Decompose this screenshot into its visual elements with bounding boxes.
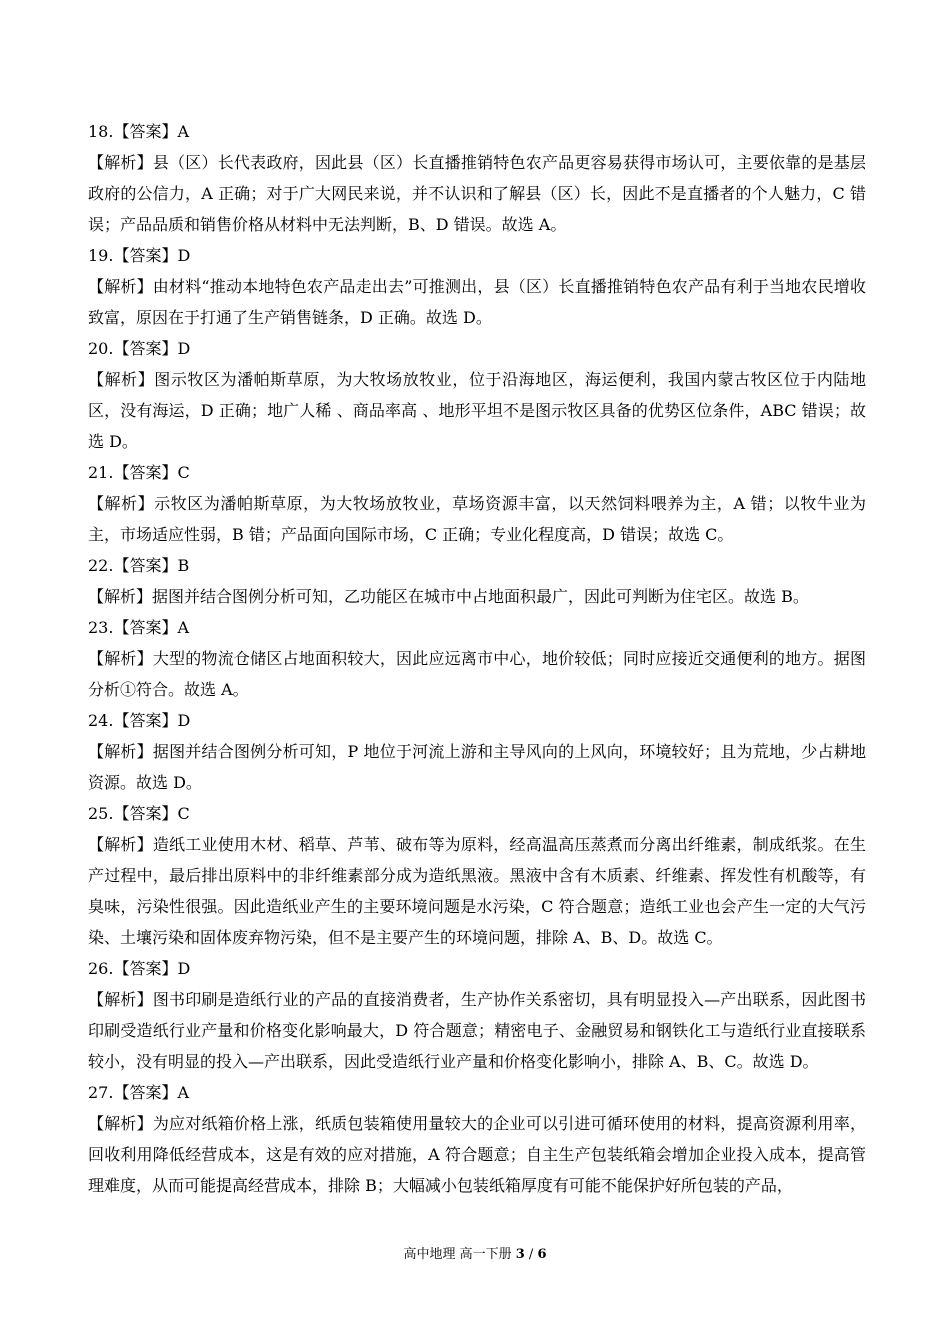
question-23-answer: 23.【答案】A bbox=[88, 618, 190, 637]
page-footer bbox=[0, 1243, 950, 1262]
question-20-analysis: 【解析】图示牧区为潘帕斯草原，为大牧场放牧业，位于沿海地区，海运便利，我国内蒙古牧区位于内陆地区，没有海运，D 正确；地广人稀 、商品率高 、地形平坦不是图示牧区具备的优势区位条件，ABC 错误；故选 D。 bbox=[88, 370, 866, 451]
question-26-analysis: 【解析】图书印刷是造纸行业的产品的直接消费者，生产协作关系密切，具有明显投入—产出联系，因此图书印刷受造纸行业产量和价格变化影响最大，D 符合题意；精密电子、金融贸易和钢铁化工与造纸行业直接联系较小，没有明显的投入—产出联系，因此受造纸行业产量和价格变化影响小，排除 A、B、C。故选 D。 bbox=[88, 990, 866, 1071]
footer-page-number: 3 bbox=[515, 1247, 525, 1262]
question-22-analysis: 【解析】据图并结合图例分析可知，乙功能区在城市中占地面积最广，因此可判断为住宅区。故选 B。 bbox=[88, 587, 809, 606]
question-20-answer: 20.【答案】D bbox=[88, 339, 191, 358]
question-23-analysis: 【解析】大型的物流仓储区占地面积较大，因此应远离市中心，地价较低；同时应接近交通便利的地方。据图分析①符合。故选 A。 bbox=[88, 649, 866, 699]
question-25-analysis: 【解析】造纸工业使用木材、稻草、芦苇、破布等为原料，经高温高压蒸煮而分离出纤维素，制成纸浆。在生产过程中，最后排出原料中的非纤维素部分成为造纸黑液。黑液中含有木质素、纤维素、挥发性有机酸等，有臭味，污染性很强。因此造纸业产生的主要环境问题是水污染，C 符合题意；造纸工业也会产生一定的大气污染、土壤污染和固体废弃物污染，但不是主要产生的环境问题，排除 A、B、D。故选 C。 bbox=[88, 835, 866, 947]
question-27-analysis: 【解析】为应对纸箱价格上涨，纸质包装箱使用量较大的企业可以引进可循环使用的材料，提高资源利用率，回收利用降低经营成本，这是有效的应对措施，A 符合题意；自主生产包装纸箱会增加企业投入成本，提高管理难度，从而可能提高经营成本，排除 B；大幅减小包装纸箱厚度有可能不能保护好所包装的产品， bbox=[88, 1114, 866, 1195]
question-18-analysis: 【解析】县（区）长代表政府，因此县（区）长直播推销特色农产品更容易获得市场认可，主要依靠的是基层政府的公信力，A 正确；对于广大网民来说，并不认识和了解县（区）长，因此不是直播者的个人魅力，C 错误；产品品质和销售价格从材料中无法判断，B、D 错误。故选 A。 bbox=[88, 153, 866, 234]
question-26-answer: 26.【答案】D bbox=[88, 959, 191, 978]
question-21-analysis: 【解析】示牧区为潘帕斯草原，为大牧场放牧业，草场资源丰富，以天然饲料喂养为主，A 错；以牧牛业为主，市场适应性弱，B 错；产品面向国际市场，C 正确；专业化程度高，D 错误；故选 C。 bbox=[88, 494, 866, 544]
question-19-analysis: 【解析】由材料“推动本地特色农产品走出去”可推测出，县（区）长直播推销特色农产品有利于当地农民增收致富，原因在于打通了生产销售链条，D 正确。故选 D。 bbox=[88, 277, 866, 327]
question-27-answer: 27.【答案】A bbox=[88, 1083, 190, 1102]
question-24-answer: 24.【答案】D bbox=[88, 711, 191, 730]
question-22-answer: 22.【答案】B bbox=[88, 556, 190, 575]
footer-separator: / bbox=[524, 1247, 538, 1262]
footer-subject: 高中地理 高一下册 bbox=[403, 1247, 516, 1262]
question-21-answer: 21.【答案】C bbox=[88, 463, 190, 482]
question-19-answer: 19.【答案】D bbox=[88, 246, 191, 265]
question-25-answer: 25.【答案】C bbox=[88, 804, 190, 823]
question-18-answer: 18.【答案】A bbox=[88, 122, 190, 141]
answer-content bbox=[88, 116, 866, 1201]
footer-page-total: 6 bbox=[537, 1247, 547, 1262]
question-24-analysis: 【解析】据图并结合图例分析可知，P 地位于河流上游和主导风向的上风向，环境较好；且为荒地，少占耕地资源。故选 D。 bbox=[88, 742, 866, 792]
